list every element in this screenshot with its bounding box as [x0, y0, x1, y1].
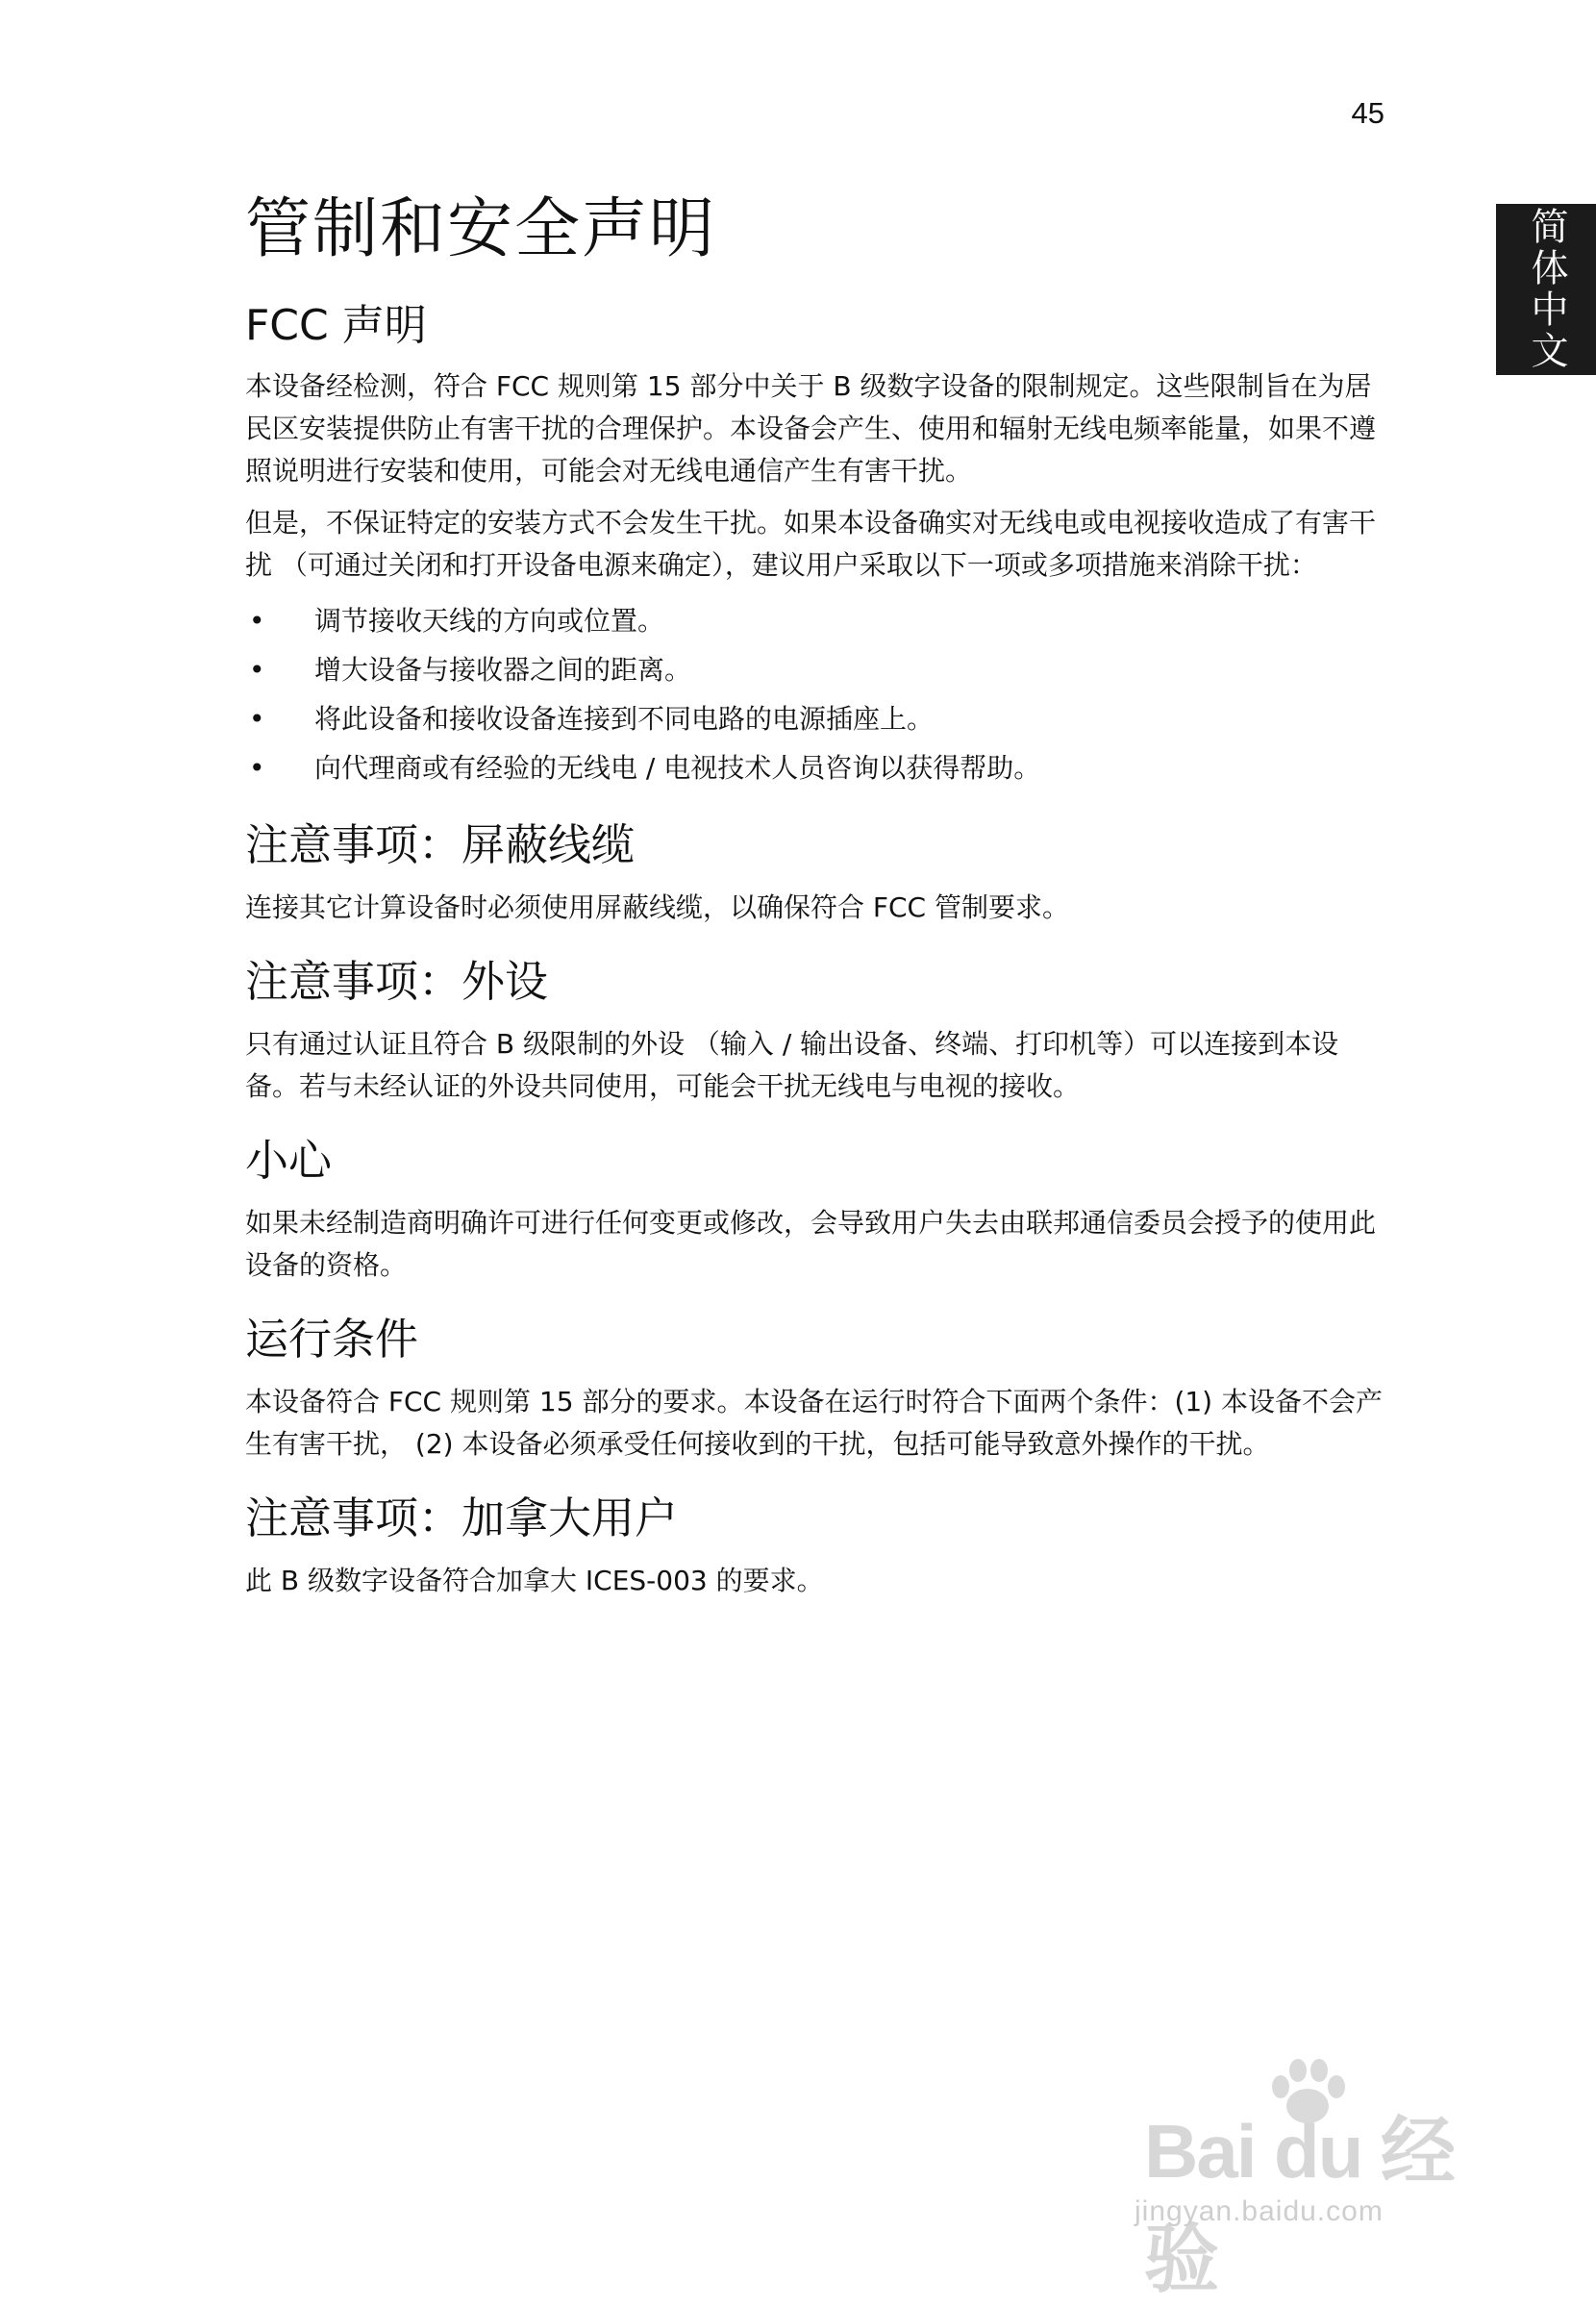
list-item-text: 向代理商或有经验的无线电 / 电视技术人员咨询以获得帮助。	[314, 752, 1041, 784]
bullet-icon: •	[249, 605, 265, 637]
bullet-icon: •	[249, 703, 265, 735]
caution-text: 如果未经制造商明确许可进行任何变更或修改，会导致用户失去由联邦通信委员会授予的使用此设备的资格。	[245, 1207, 1377, 1281]
baidu-watermark	[1135, 2053, 1519, 2301]
shielded-cables-section	[245, 817, 1384, 929]
operation-conditions-heading: 运行条件	[245, 1314, 419, 1365]
list-item	[245, 645, 1384, 694]
operation-conditions-text: 本设备符合 FCC 规则第 15 部分的要求。本设备在运行时符合下面两个条件：(1) 本设备不会产生有害干扰， (2) 本设备必须承受任何接收到的干扰，包括可能导致意外操作的干扰。	[245, 1386, 1384, 1460]
peripherals-section	[245, 954, 1384, 1108]
list-item	[245, 596, 1384, 645]
document-body	[245, 188, 1384, 1612]
bullet-icon: •	[249, 654, 265, 686]
page-title: 管制和安全声明	[245, 191, 717, 267]
caution-section	[245, 1133, 1384, 1287]
shielded-cables-text: 连接其它计算设备时必须使用屏蔽线缆，以确保符合 FCC 管制要求。	[245, 891, 1070, 923]
list-item-text: 将此设备和接收设备连接到不同电路的电源插座上。	[314, 703, 935, 735]
peripherals-text: 只有通过认证且符合 B 级限制的外设 （输入 / 输出设备、终端、打印机等）可以连接到本设备。若与未经认证的外设共同使用，可能会干扰无线电与电视的接收。	[245, 1028, 1339, 1102]
list-item	[245, 694, 1384, 743]
watermark-logo: Bai du 经验	[1144, 2109, 1455, 2301]
page-number: 45	[1351, 96, 1384, 130]
language-tab-label: 简体中文	[1525, 207, 1568, 372]
fcc-paragraph-2: 但是，不保证特定的安装方式不会发生干扰。如果本设备确实对无线电或电视接收造成了有害干扰 （可通过关闭和打开设备电源来确定），建议用户采取以下一项或多项措施来消除干扰：	[245, 507, 1377, 581]
canada-section	[245, 1491, 1384, 1602]
watermark-url: jingyan.baidu.com	[1135, 2195, 1384, 2227]
fcc-paragraph-1: 本设备经检测，符合 FCC 规则第 15 部分中关于 B 级数字设备的限制规定。这些限制旨在为居民区安装提供防止有害干扰的合理保护。本设备会产生、使用和辐射无线电频率能量，如果不遵照说明进行安装和使用，可能会对无线电通信产生有害干扰。	[245, 370, 1377, 487]
fcc-measures-list	[245, 596, 1384, 792]
canada-text: 此 B 级数字设备符合加拿大 ICES-003 的要求。	[245, 1565, 824, 1596]
fcc-heading: FCC 声明	[245, 301, 427, 350]
bullet-icon: •	[249, 752, 265, 784]
canada-heading: 注意事项：加拿大用户	[245, 1492, 679, 1543]
caution-heading: 小心	[245, 1135, 333, 1186]
language-tab	[1496, 204, 1596, 375]
list-item-text: 调节接收天线的方向或位置。	[314, 605, 665, 637]
operation-conditions-section	[245, 1312, 1384, 1466]
list-item-text: 增大设备与接收器之间的距离。	[314, 654, 692, 686]
list-item	[245, 743, 1384, 792]
shielded-cables-heading: 注意事项：屏蔽线缆	[245, 819, 636, 870]
peripherals-heading: 注意事项：外设	[245, 956, 549, 1007]
